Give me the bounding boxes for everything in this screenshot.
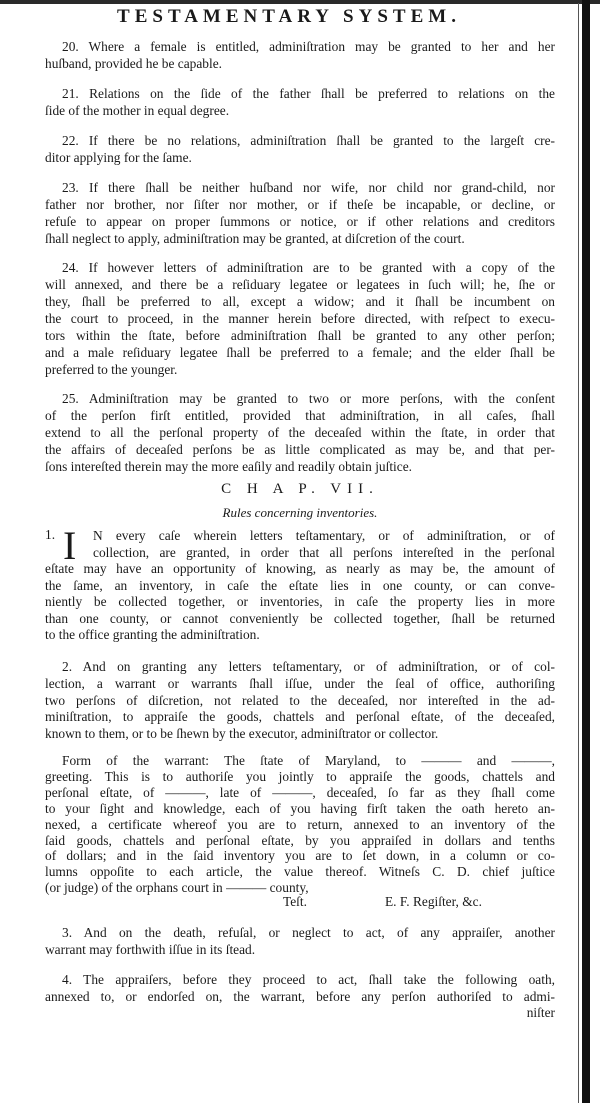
text-line: annexed to, or endorſed on, the warrant, before any perſon authoriſed to admi- xyxy=(45,988,555,1004)
section-number: 1. xyxy=(45,527,56,542)
text-line: N every caſe wherein letters teſtamentary, or of adminiſtration, or of xyxy=(93,528,555,543)
text-line: 3. And on the death, refuſal, or neglect to act, of any appraiſer, another xyxy=(62,925,555,940)
text-line: perſonal eſtate, of ———, late of ———, deceaſed, ſo far as they ſhall come xyxy=(45,784,555,800)
text-line: refuſe to appear on proper ſummons or notice, or if other relations and creditors xyxy=(45,214,555,229)
text-line: tors within the ſtate, before adminiſtration ſhall be granted to any other perſon; xyxy=(45,328,555,343)
scan-top-edge xyxy=(0,0,600,4)
text-line: greeting. This is to authoriſe you jointly to appraiſe the goods, chattels and xyxy=(45,768,555,784)
text-line: ſons intereſted therein may the more eaſily and readily obtain juſtice. xyxy=(45,459,413,474)
text-line: ſhall neglect to apply, adminiſtration may be granted, at diſcretion of the court. xyxy=(45,231,465,246)
text-line: 23. If there ſhall be neither huſband nor wife, nor child nor grand-child, nor xyxy=(62,180,555,195)
text-line: the affairs of deceaſed perſons be as little complicated as may be, and that per- xyxy=(45,442,555,457)
running-head: TESTAMENTARY SYSTEM. xyxy=(117,6,461,27)
text-line: known to them, or to be ſhewn by the executor, adminiſtrator or collector. xyxy=(45,726,439,742)
text-line: ſaid goods, chattels and perſonal eſtate, by you appraiſed in dollars and tenths xyxy=(45,832,555,848)
text-line: 2. And on granting any letters teſtamentary, or of adminiſtration, or of col- xyxy=(62,659,555,674)
text-line: 22. If there be no relations, adminiſtration ſhall be granted to the largeſt cre- xyxy=(62,133,555,148)
scan-binding-shadow xyxy=(582,0,590,1103)
text-line: nexed, a certificate whereof you are to return, annexed to an inventory of the xyxy=(45,816,555,832)
text-line: 21. Relations on the ſide of the father ſhall be preferred to relations on the xyxy=(62,86,555,101)
text-line: and a male reſiduary legatee ſhall be preferred to a female; and the elder ſhall be xyxy=(45,345,555,360)
text-line: 20. Where a female is entitled, adminiſtration may be granted to her and her xyxy=(62,39,555,54)
text-line: 4. The appraiſers, before they proceed to act, ſhall take the following oath, xyxy=(62,972,555,987)
text-line: they, ſhall be preferred to all, except a widow; and it ſhall be incumbent on xyxy=(45,294,555,309)
text-line: to your ſight and knowledge, each of you having firſt taken the oath hereto an- xyxy=(45,800,555,816)
text-line: (or judge) of the orphans court in ——— county, xyxy=(45,880,309,896)
text-line: father nor brother, nor ſiſter nor mother, or if theſe be incapable, or decline, or xyxy=(45,197,555,212)
text-line: warrant may forthwith iſſue in its ſtead. xyxy=(45,942,256,957)
text-line: 25. Adminiſtration may be granted to two or more perſons, with the conſent xyxy=(62,391,555,406)
text-line: than one county, or cannot conveniently be collected together, ſhall be returned xyxy=(45,610,555,626)
catchword: niſter xyxy=(526,1005,555,1020)
test-label: Teſt. xyxy=(283,894,307,909)
page-edge xyxy=(578,3,579,1103)
text-line: extend to all the perſonal property of the deceaſed within the ſtate, in order that xyxy=(45,425,555,440)
text-line: huſband, provided he be capable. xyxy=(45,56,222,71)
text-line: collection, are granted, in order that all perſons intereſted in the perſonal xyxy=(93,544,555,560)
text-line: niently be collected together, or inventories, in caſe the property lies in more xyxy=(45,594,555,609)
text-line: miniſtration, to appraiſe the goods, chattels and perſonal eſtate, of the deceaſed, xyxy=(45,709,555,725)
text-line: the court to proceed, in the manner herein before directed, with reſpect to execu- xyxy=(45,311,555,326)
text-line: preferred to the younger. xyxy=(45,362,178,377)
text-line: lection, a warrant or warrants ſhall iſſue, under the ſeal of office, authoriſing xyxy=(45,675,555,691)
register-signature: E. F. Regiſter, &c. xyxy=(385,894,482,909)
drop-cap: I xyxy=(63,523,77,568)
chapter-heading: C H A P. VII. xyxy=(221,481,379,497)
text-line: lumns oppoſite to each article, the value thereof. Witneſs C. D. chief juſtice xyxy=(45,864,555,880)
text-line: ditor applying for the ſame. xyxy=(45,150,192,165)
text-line: 24. If however letters of adminiſtration are to be granted with a copy of the xyxy=(62,260,555,275)
text-line: two perſons of diſcretion, not related to the deceaſed, nor intereſted in the ad- xyxy=(45,692,555,708)
text-line: to the office granting the adminiſtration. xyxy=(45,627,260,642)
text-line: eſtate may have an opportunity of knowing, as nearly as may be, the amount of xyxy=(45,561,555,576)
text-line: of dollars; and in the ſaid inventory you are to ſet down, in a column or co- xyxy=(45,848,555,864)
text-line: will annexed, and there be a reſiduary legatee or legatees in ſuch will; he, ſhe or xyxy=(45,277,555,292)
text-line: Form of the warrant: The ſtate of Maryland, to ——— and ———, xyxy=(62,753,555,768)
text-line: of the perſon firſt entitled, provided that adminiſtration, in all caſes, ſhall xyxy=(45,408,555,423)
text-line: the ſame, an inventory, in caſe the eſtate lies in one county, or can conve- xyxy=(45,577,555,593)
text-line: ſide of the mother in equal degree. xyxy=(45,103,230,118)
chapter-subtitle: Rules concerning inventories. xyxy=(222,505,378,520)
